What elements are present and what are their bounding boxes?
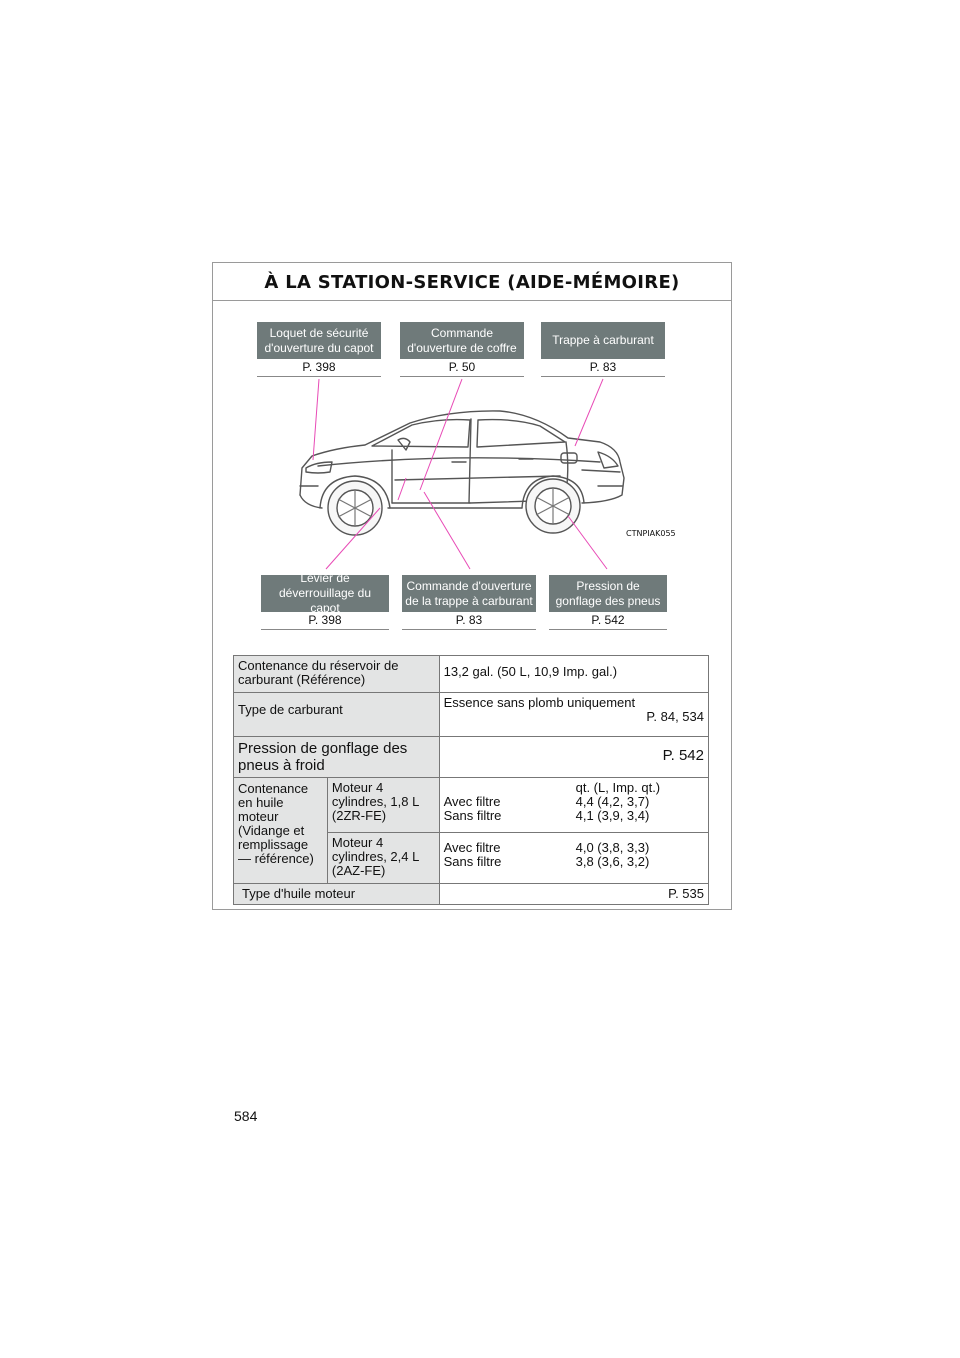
callout-page: P. 50 — [400, 359, 524, 377]
engine-2-cell — [327, 833, 439, 884]
callout-label: Pression de gonflage des pneus — [549, 575, 667, 612]
with-filter-value: 4,0 (3,8, 3,3) — [575, 840, 650, 855]
tire-pressure-label: Pression de gonflage des pneus à froid — [238, 740, 408, 774]
callout-label: Commande d'ouverture de la trappe à carburant — [402, 575, 536, 612]
page-number: 584 — [234, 1108, 258, 1124]
table-row — [234, 693, 709, 737]
table-row — [234, 737, 709, 778]
table-row — [234, 778, 709, 833]
with-filter-label: Avec filtre — [443, 794, 501, 809]
table-cell-label — [234, 884, 440, 905]
table-cell-label — [234, 656, 440, 693]
callout-label: Trappe à carburant — [541, 322, 665, 359]
table-cell-value — [439, 656, 708, 693]
spec-table — [233, 655, 709, 905]
oil-capacity-label: Contenance en huile moteur (Vidange et remplissage — référence) — [238, 781, 314, 866]
callout-page: P. 398 — [257, 359, 381, 377]
fuel-type-value: Essence sans plomb uniquement — [443, 695, 636, 710]
table-cell-label — [234, 778, 328, 884]
callout-label: Levier de déverrouillage du capot — [261, 575, 389, 612]
image-code: CTNPIAK055 — [626, 529, 676, 538]
callout-label: Commande d'ouverture de coffre — [400, 322, 524, 359]
engine-2-label: Moteur 4 cylindres, 2,4 L (2AZ-FE) — [331, 835, 419, 878]
callout-page: P. 83 — [402, 612, 536, 630]
page-title: À LA STATION-SERVICE (AIDE-MÉMOIRE) — [213, 263, 731, 301]
without-filter-label: Sans filtre — [443, 854, 502, 869]
oil-unit: qt. (L, Imp. qt.) — [575, 780, 661, 795]
engine-2-values — [439, 833, 708, 884]
oil-type-ref: P. 535 — [668, 886, 704, 901]
without-filter-value: 3,8 (3,6, 3,2) — [575, 854, 650, 869]
callout-page: P. 542 — [549, 612, 667, 630]
callout-page: P. 398 — [261, 612, 389, 630]
table-cell-label — [234, 693, 440, 737]
engine-1-label: Moteur 4 cylindres, 1,8 L (2ZR-FE) — [331, 780, 419, 823]
tire-pressure-ref: P. 542 — [662, 747, 704, 764]
engine-1-cell — [327, 778, 439, 833]
engine-1-values — [439, 778, 708, 833]
oil-type-label: Type d'huile moteur — [242, 886, 356, 901]
table-row — [234, 656, 709, 693]
fuel-type-ref: P. 84, 534 — [646, 709, 704, 724]
table-row — [234, 884, 709, 905]
callout-page: P. 83 — [541, 359, 665, 377]
callout-label: Loquet de sécurité d'ouverture du capot — [257, 322, 381, 359]
with-filter-label: Avec filtre — [443, 840, 501, 855]
without-filter-label: Sans filtre — [443, 808, 502, 823]
fuel-capacity-value: 13,2 gal. (50 L, 10,9 Imp. gal.) — [443, 664, 618, 679]
table-cell-value — [439, 884, 708, 905]
table-cell-value — [439, 693, 708, 737]
table-cell-value — [439, 737, 708, 778]
table-cell-label — [234, 737, 440, 778]
fuel-capacity-label: Contenance du réservoir de carburant (Référence) — [238, 658, 399, 687]
with-filter-value: 4,4 (4,2, 3,7) — [575, 794, 650, 809]
fuel-type-label: Type de carburant — [238, 702, 343, 717]
car-illustration — [0, 0, 960, 660]
without-filter-value: 4,1 (3,9, 3,4) — [575, 808, 650, 823]
